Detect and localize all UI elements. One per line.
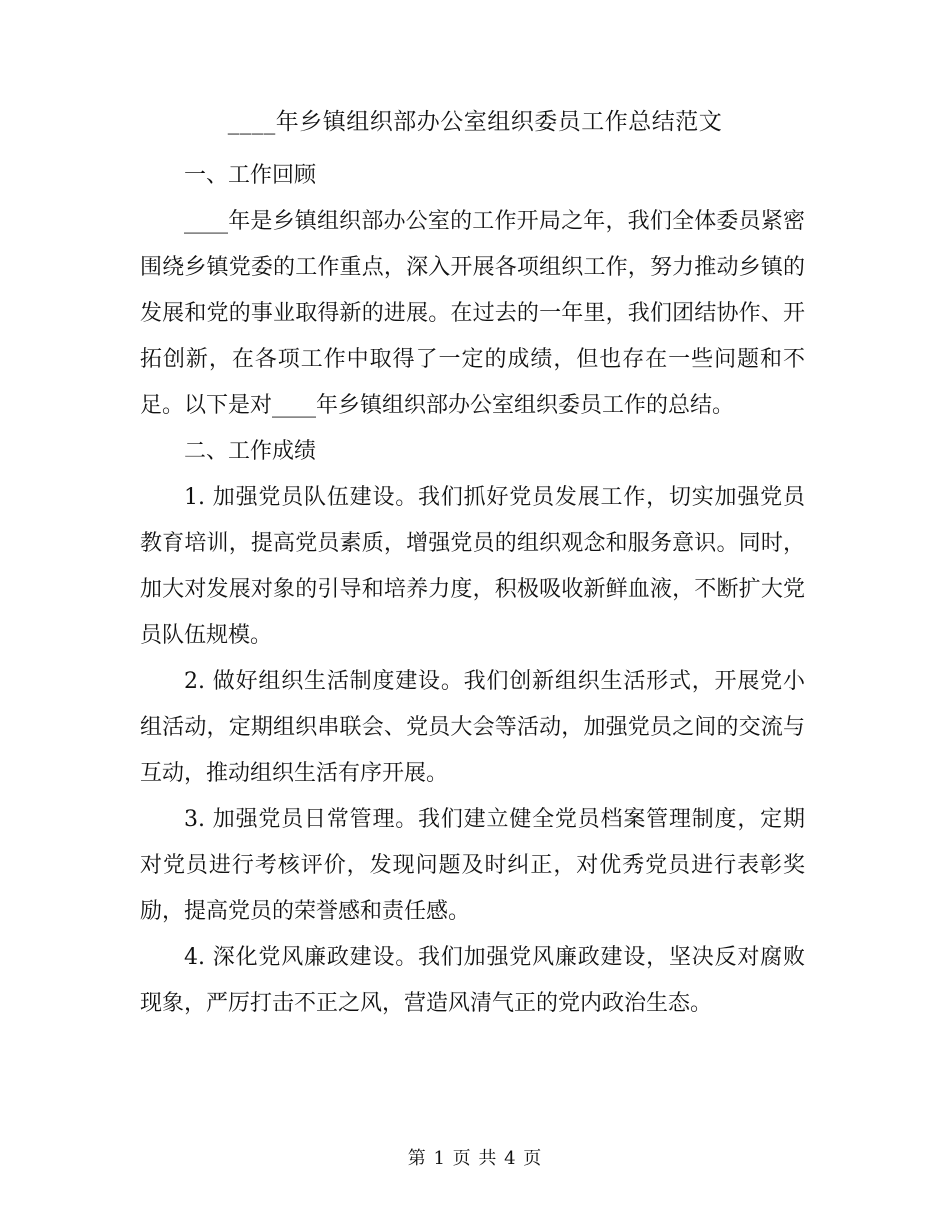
paragraph-item-2: 2. 做好组织生活制度建设。我们创新组织生活形式，开展党小组活动，定期组织串联会、党员大会等活动，加强党员之间的交流与互动，推动组织生活有序开展。 xyxy=(140,669,805,786)
document-title: ____年乡镇组织部办公室组织委员工作总结范文 xyxy=(227,109,723,135)
page-number-footer: 第 1 页 共 4 页 xyxy=(407,1148,543,1169)
section-heading-review: 一、工作回顾 xyxy=(184,163,317,188)
section-heading-achievements: 二、工作成绩 xyxy=(184,439,317,464)
paragraph-item-1: 1. 加强党员队伍建设。我们抓好党员发展工作，切实加强党员教育培训，提高党员素质，增强党员的组织观念和服务意识。同时，加大对发展对象的引导和培养力度，积极吸收新鲜血液，不断扩大党员队伍规模。 xyxy=(140,485,805,648)
paragraph-item-4: 4. 深化党风廉政建设。我们加强党风廉政建设，坚决反对腐败现象，严厉打击不正之风，营造风清气正的党内政治生态。 xyxy=(140,945,805,1016)
paragraph-item-3: 3. 加强党员日常管理。我们建立健全党员档案管理制度，定期对党员进行考核评价，发现问题及时纠正，对优秀党员进行表彰奖励，提高党员的荣誉感和责任感。 xyxy=(140,807,805,924)
document-body xyxy=(140,153,805,1027)
paragraph-review: ____年是乡镇组织部办公室的工作开局之年，我们全体委员紧密围绕乡镇党委的工作重点，深入开展各项组织工作，努力推动乡镇的发展和党的事业取得新的进展。在过去的一年里，我们团结协作、开拓创新，在各项工作中取得了一定的成绩，但也存在一些问题和不足。以下是对____年乡镇组织部办公室组织委员工作的总结。 xyxy=(140,209,805,418)
